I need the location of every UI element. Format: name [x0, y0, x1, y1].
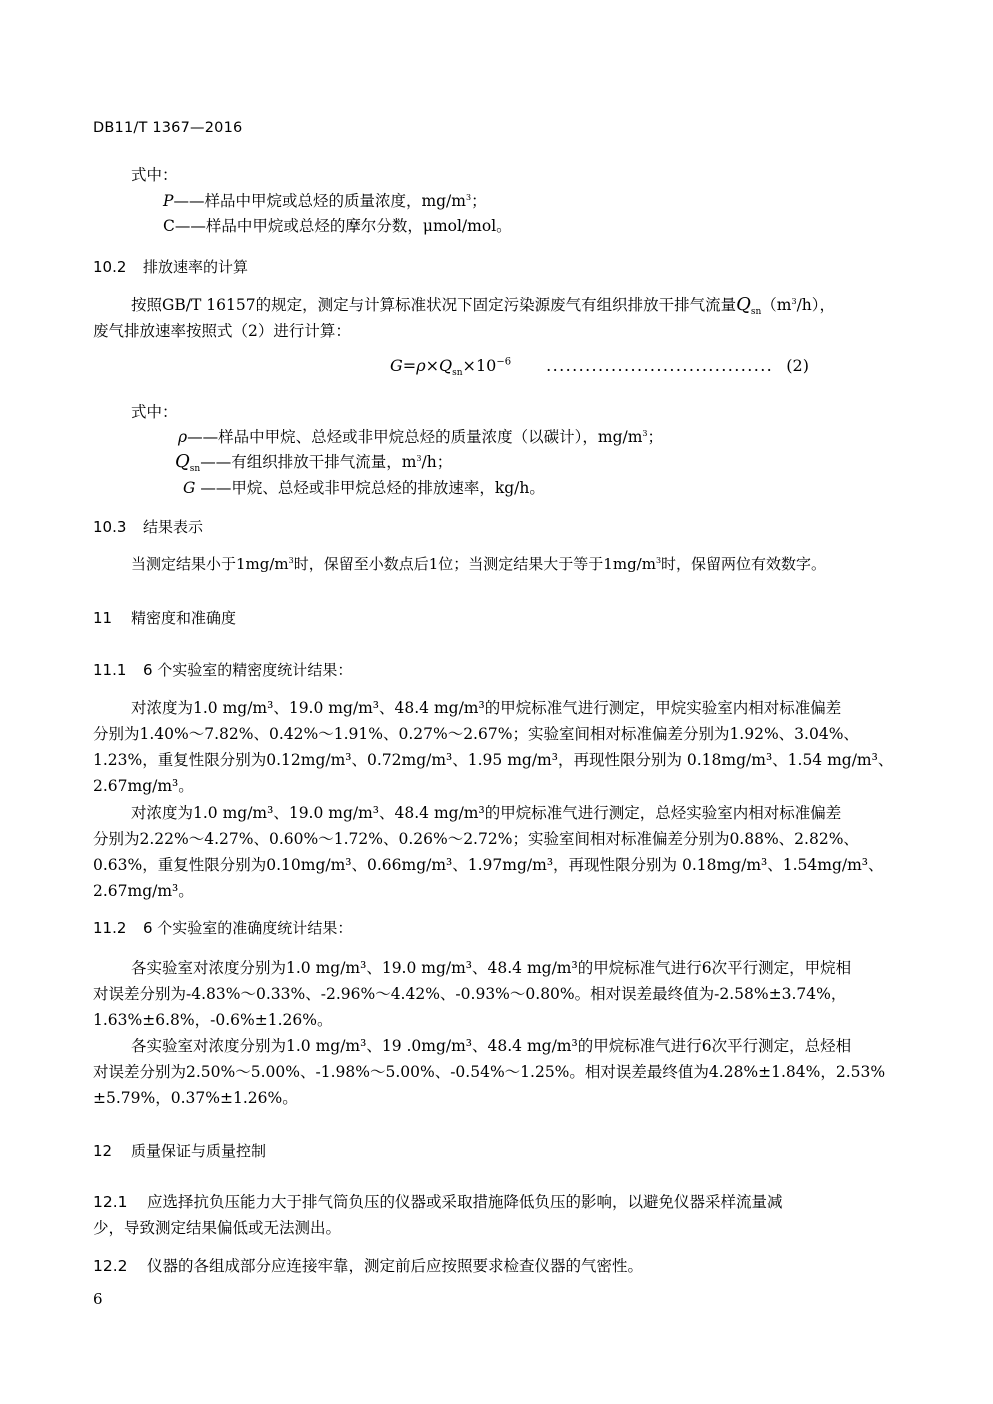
- para-text: 当测定结果小于1mg/m: [131, 555, 289, 573]
- definition-p: P——样品中甲烷或总烃的质量浓度，$mg/m^3$；: [163, 192, 487, 210]
- section-number: 11.1: [93, 661, 127, 679]
- para-line: 0.63%，重复性限分别为0.10mg/m³、0.66mg/m³、1.97mg/m³，再现性限分别为 0.18mg/m³、1.54mg/m³、: [93, 856, 884, 874]
- section-12-heading: [93, 1140, 266, 1161]
- para-unit-tail: /h），: [796, 296, 836, 314]
- para-text: 按照GB/T 16157的规定，测定与计算标准状况下固定污染源废气有组织排放干排气流量: [131, 296, 737, 314]
- section-number: 10.2: [93, 258, 127, 276]
- definition-qsn-tail: /h；: [421, 453, 453, 471]
- section-10-3-heading: [93, 516, 203, 537]
- symbol-q: Q: [736, 294, 751, 315]
- section-title: 6 个实验室的准确度统计结果：: [143, 919, 353, 937]
- formula-exponent: −6: [496, 356, 512, 368]
- clause-text: 应选择抗负压能力大于排气筒负压的仪器或采取措施降低负压的影响，以避免仪器采样流量减: [147, 1193, 783, 1211]
- para-line: 各实验室对浓度分别为1.0 mg/m³、19 .0mg/m³、48.4 mg/m³的甲烷标准气进行6次平行测定，总烃相: [131, 1037, 852, 1055]
- para-line: 对误差分别为-4.83%～0.33%、-2.96%～4.42%、-0.93%～0.80%。相对误差最终值为-2.58%±3.74%，: [93, 985, 847, 1003]
- formula-sub: sn: [452, 368, 463, 379]
- section-number: 11: [93, 609, 113, 627]
- para-line: 分别为2.22%～4.27%、0.60%～1.72%、0.26%～2.72%；实验室间相对标准偏差分别为0.88%、2.82%、: [93, 830, 859, 848]
- symbol-g: G: [183, 479, 196, 497]
- page-number: 6: [93, 1290, 103, 1308]
- clause-number: 12.1: [93, 1193, 128, 1211]
- section-title: 6 个实验室的精密度统计结果：: [143, 661, 353, 679]
- section-11-heading: [93, 607, 236, 628]
- formula-leader-dots: ...................................: [546, 356, 774, 375]
- definition-g-text: ——甲烷、总烃或非甲烷总烃的排放速率，kg/h。: [195, 479, 545, 497]
- section-10-2-para-line2: 废气排放速率按照式（2）进行计算：: [93, 322, 351, 340]
- section-10-2-heading: [93, 256, 248, 277]
- section-title: 精密度和准确度: [131, 609, 237, 627]
- formula-rhs: ×10: [462, 356, 497, 375]
- para-line: 1.63%±6.8%，-0.6%±1.26%。: [93, 1011, 333, 1029]
- section-number: 12: [93, 1142, 113, 1160]
- section-12-1-line1: [93, 1190, 783, 1212]
- formula-number: (2): [786, 356, 809, 375]
- symbol-p: P: [163, 192, 174, 210]
- symbol-c: C: [163, 217, 175, 235]
- para-line: 1.23%，重复性限分别为0.12mg/m³、0.72mg/m³、1.95 mg/m³，再现性限分别为 0.18mg/m³、1.54 mg/m³、: [93, 751, 894, 769]
- section-11-1-heading: [93, 659, 352, 680]
- clause-number: 12.2: [93, 1257, 128, 1275]
- para-line: 对浓度为1.0 mg/m³、19.0 mg/m³、48.4 mg/m³的甲烷标准气进行测定，总烃实验室内相对标准偏差: [131, 804, 842, 822]
- definition-qsn: $Q_{sn}——$有组织排放干排气流量，$m^3/h$；: [175, 451, 453, 475]
- para-line: 对误差分别为2.50%～5.00%、-1.98%～5.00%、-0.54%～1.25%。相对误差最终值为4.28%±1.84%，2.53%: [93, 1063, 886, 1081]
- symbol-q-sub: sn: [750, 307, 762, 318]
- symbol-rho: ρ: [178, 428, 188, 446]
- definition-p-tail: ；: [471, 192, 487, 210]
- symbol-q: Q: [175, 451, 190, 472]
- para-unit: （m: [761, 296, 792, 314]
- section-title: 排放速率的计算: [143, 258, 249, 276]
- section-12-1-line2: 少，导致测定结果偏低或无法测出。: [93, 1219, 342, 1237]
- definition-c: [163, 214, 512, 236]
- formula-lhs: G=ρ×Q: [390, 356, 453, 375]
- para-line: 2.67mg/m³。: [93, 882, 194, 900]
- section-12-2: [93, 1254, 643, 1276]
- document-header-code: DB11/T 1367—2016: [93, 120, 243, 136]
- definition-rho-text: ——样品中甲烷、总烃或非甲烷总烃的质量浓度（以碳计），mg/m: [187, 428, 643, 446]
- definition-qsn-text: ——有组织排放干排气流量，m: [200, 453, 417, 471]
- section-number: 10.3: [93, 518, 127, 536]
- para-text: 时，保留两位有效数字。: [661, 555, 827, 573]
- section-11-2-heading: [93, 917, 352, 938]
- where-label: 式中：: [131, 166, 178, 184]
- clause-text: 仪器的各组成部分应连接牢靠，测定前后应按照要求检查仪器的气密性。: [147, 1257, 644, 1275]
- where-label-2: 式中：: [131, 403, 178, 421]
- definition-rho-tail: ；: [647, 428, 664, 446]
- definition-c-text: ——样品中甲烷或总烃的摩尔分数，μmol/mol。: [174, 217, 512, 235]
- section-10-2-para-line1: 按照GB/T 16157的规定，测定与计算标准状况下固定污染源废气有组织排放干排气流量$Q_{sn}(m^3/h)$，: [131, 294, 836, 318]
- para-line: ±5.79%，0.37%±1.26%。: [93, 1089, 298, 1107]
- section-title: 质量保证与质量控制: [131, 1142, 267, 1160]
- section-title: 结果表示: [143, 518, 204, 536]
- symbol-q-sub: sn: [189, 464, 201, 475]
- formula-2: [390, 356, 809, 379]
- definition-g: [183, 476, 545, 498]
- para-line: 2.67mg/m³。: [93, 777, 194, 795]
- definition-rho: ρ——样品中甲烷、总烃或非甲烷总烃的质量浓度（以碳计），$mg/m^3$；: [178, 428, 664, 446]
- para-line: 分别为1.40%～7.82%、0.42%～1.91%、0.27%～2.67%；实验室间相对标准偏差分别为1.92%、3.04%、: [93, 725, 859, 743]
- section-10-3-para: 当测定结果小于$1mg/m^3$时，保留至小数点后1位；当测定结果大于等于$1mg/m^3$时，保留两位有效数字。: [131, 555, 827, 573]
- para-text: 时，保留至小数点后1位；当测定结果大于等于1mg/m: [293, 555, 656, 573]
- para-line: 各实验室对浓度分别为1.0 mg/m³、19.0 mg/m³、48.4 mg/m³的甲烷标准气进行6次平行测定，甲烷相: [131, 959, 852, 977]
- section-number: 11.2: [93, 919, 127, 937]
- para-line: 对浓度为1.0 mg/m³、19.0 mg/m³、48.4 mg/m³的甲烷标准气进行测定，甲烷实验室内相对标准偏差: [131, 699, 842, 717]
- definition-p-text: ——样品中甲烷或总烃的质量浓度，mg/m: [173, 192, 466, 210]
